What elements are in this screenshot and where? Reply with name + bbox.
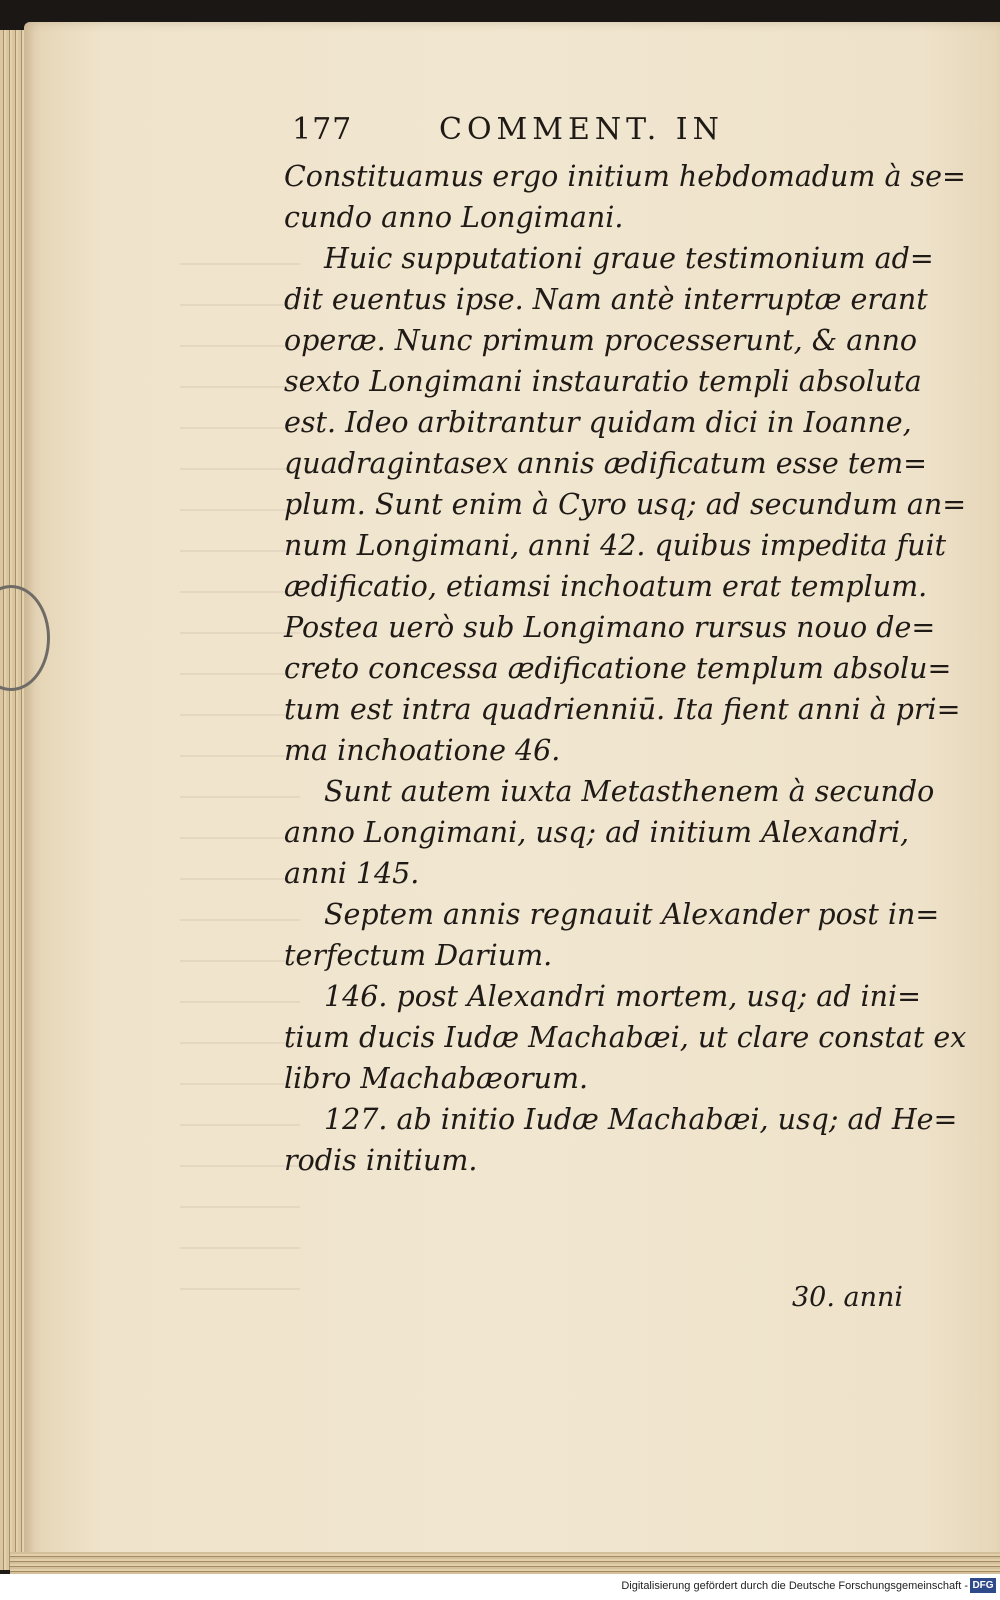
text-line: anni 145. — [284, 857, 420, 890]
text-line: rodis initium. — [284, 1144, 478, 1177]
text-block — [284, 108, 967, 1181]
text-line: dit euentus ipse. Nam antè interruptæ erant — [284, 283, 928, 316]
dfg-logo: DFG — [970, 1578, 996, 1593]
bleed-through — [180, 240, 300, 1290]
stacked-bottom-edges — [10, 1552, 1000, 1574]
text-line: tum est intra quadrienniū. Ita fient anni à pri= — [284, 693, 961, 726]
text-line: Constituamus ergo initium hebdomadum à se= — [284, 160, 966, 193]
text-line: libro Machabæorum. — [284, 1062, 589, 1095]
text-line: quadragintasex annis ædificatum esse tem= — [284, 447, 928, 480]
body-text — [284, 156, 967, 1181]
text-line: Sunt autem iuxta Metasthenem à secundo — [324, 775, 935, 808]
text-line: cundo anno Longimani. — [284, 201, 624, 234]
text-line: plum. Sunt enim à Cyro usq; ad secundum an= — [284, 488, 967, 521]
funding-notice: Digitalisierung gefördert durch die Deutsche Forschungsgemeinschaft - — [621, 1580, 968, 1592]
text-line: terfectum Darium. — [284, 939, 553, 972]
text-line: ædificatio, etiamsi inchoatum erat templum. — [284, 570, 928, 603]
catchword: 30. anni — [792, 1282, 904, 1313]
footer-bar — [0, 1574, 1000, 1600]
text-line: tium ducis Iudæ Machabæi, ut clare constat ex — [284, 1021, 967, 1054]
text-line: est. Ideo arbitrantur quidam dici in Ioanne, — [284, 406, 912, 439]
text-line: creto concessa ædificatione templum absolu= — [284, 652, 952, 685]
text-line: 146. post Alexandri mortem, usq; ad ini= — [324, 980, 921, 1013]
text-line: Septem annis regnauit Alexander post in= — [324, 898, 940, 931]
page-header — [284, 108, 924, 156]
running-head: COMMENT. IN — [439, 112, 724, 147]
text-line: ma inchoatione 46. — [284, 734, 561, 767]
text-line: operæ. Nunc primum processerunt, & anno — [284, 324, 918, 357]
page-number: 177 — [292, 112, 353, 147]
text-line: 127. ab initio Iudæ Machabæi, usq; ad He= — [324, 1103, 958, 1136]
text-line: Huic supputationi graue testimonium ad= — [324, 242, 934, 275]
text-line: sexto Longimani instauratio templi absoluta — [284, 365, 922, 398]
text-line: Postea uerò sub Longimano rursus nouo de= — [284, 611, 936, 644]
text-line: num Longimani, anni 42. quibus impedita fuit — [284, 529, 947, 562]
text-line: anno Longimani, usq; ad initium Alexandri, — [284, 816, 910, 849]
